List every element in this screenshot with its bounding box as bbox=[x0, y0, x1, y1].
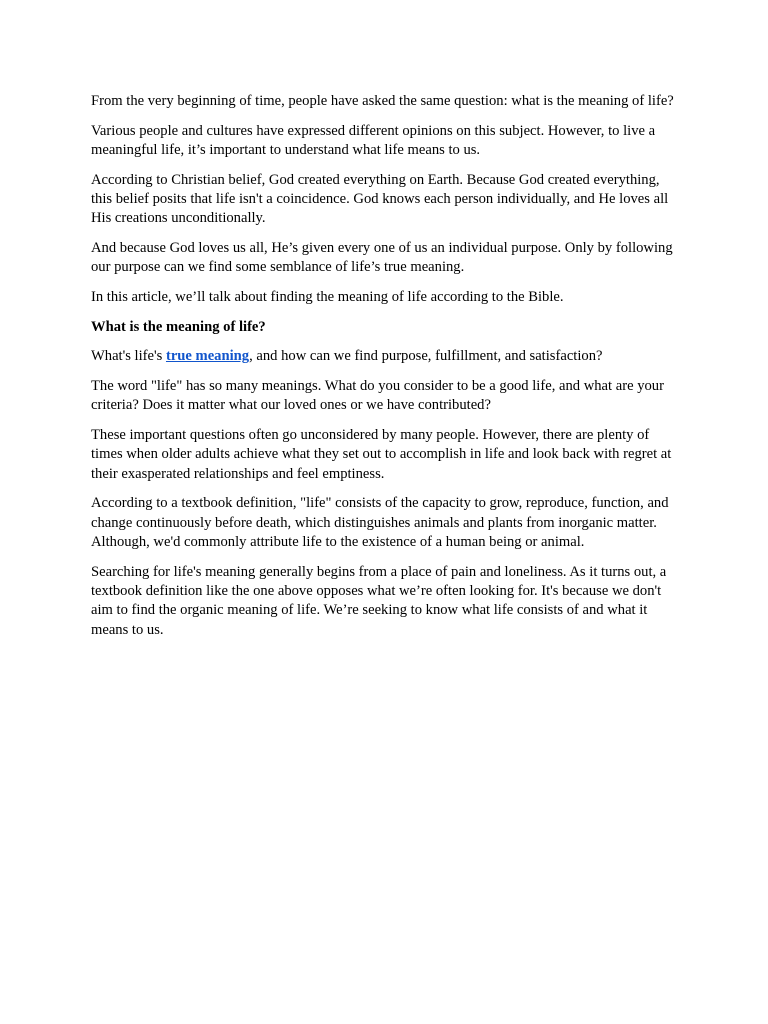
paragraph-intro: From the very beginning of time, people have asked the same question: what is the meaning of life? bbox=[91, 93, 674, 109]
paragraph-searching-meaning: Searching for life's meaning generally begins from a place of pain and loneliness. As it turns out, a textbook definition like the one above opposes what we’re often looking for. It's because we don't aim to find the organic meaning of life. We’re seeking to know what life consists of and what it means to us. bbox=[91, 563, 667, 638]
paragraph-article-scope: In this article, we’ll talk about finding the meaning of life according to the Bible. bbox=[91, 289, 564, 305]
paragraph-opinions: Various people and cultures have expressed different opinions on this subject. However, to live a meaningful life, it’s important to understand what life means to us. bbox=[91, 122, 656, 158]
true-meaning-link[interactable]: true meaning bbox=[165, 348, 250, 365]
paragraph-text-after-link: , and how can we find purpose, fulfillment, and satisfaction? bbox=[249, 348, 603, 365]
paragraph-textbook-definition: According to a textbook definition, "life" consists of the capacity to grow, reproduce, function, and change continuously before death, which distinguishes animals and plants from inorganic matter. Although, we'd commonly attribute life to the existence of a human being or animal. bbox=[91, 495, 669, 550]
paragraph-text-before-link: What's life's bbox=[91, 348, 166, 365]
paragraph-important-questions: These important questions often go unconsidered by many people. However, there are plenty of times when older adults achieve what they set out to accomplish in life and look back with regret at their exasperated relationships and feel emptiness. bbox=[91, 426, 672, 482]
paragraph-true-meaning bbox=[91, 347, 681, 366]
paragraph-christian-belief: According to Christian belief, God created everything on Earth. Because God created everything, this belief posits that life isn't a coincidence. God knows each person individually, and He loves all His creations unconditionally. bbox=[91, 171, 669, 227]
document-page bbox=[91, 92, 681, 650]
paragraph-word-life: The word "life" has so many meanings. What do you consider to be a good life, and what are your criteria? Does it matter what our loved ones or we have contributed? bbox=[91, 377, 664, 414]
paragraph-purpose: And because God loves us all, He’s given every one of us an individual purpose. Only by following our purpose can we find some semblance of life’s true meaning. bbox=[91, 240, 673, 276]
section-heading: What is the meaning of life? bbox=[91, 318, 266, 335]
